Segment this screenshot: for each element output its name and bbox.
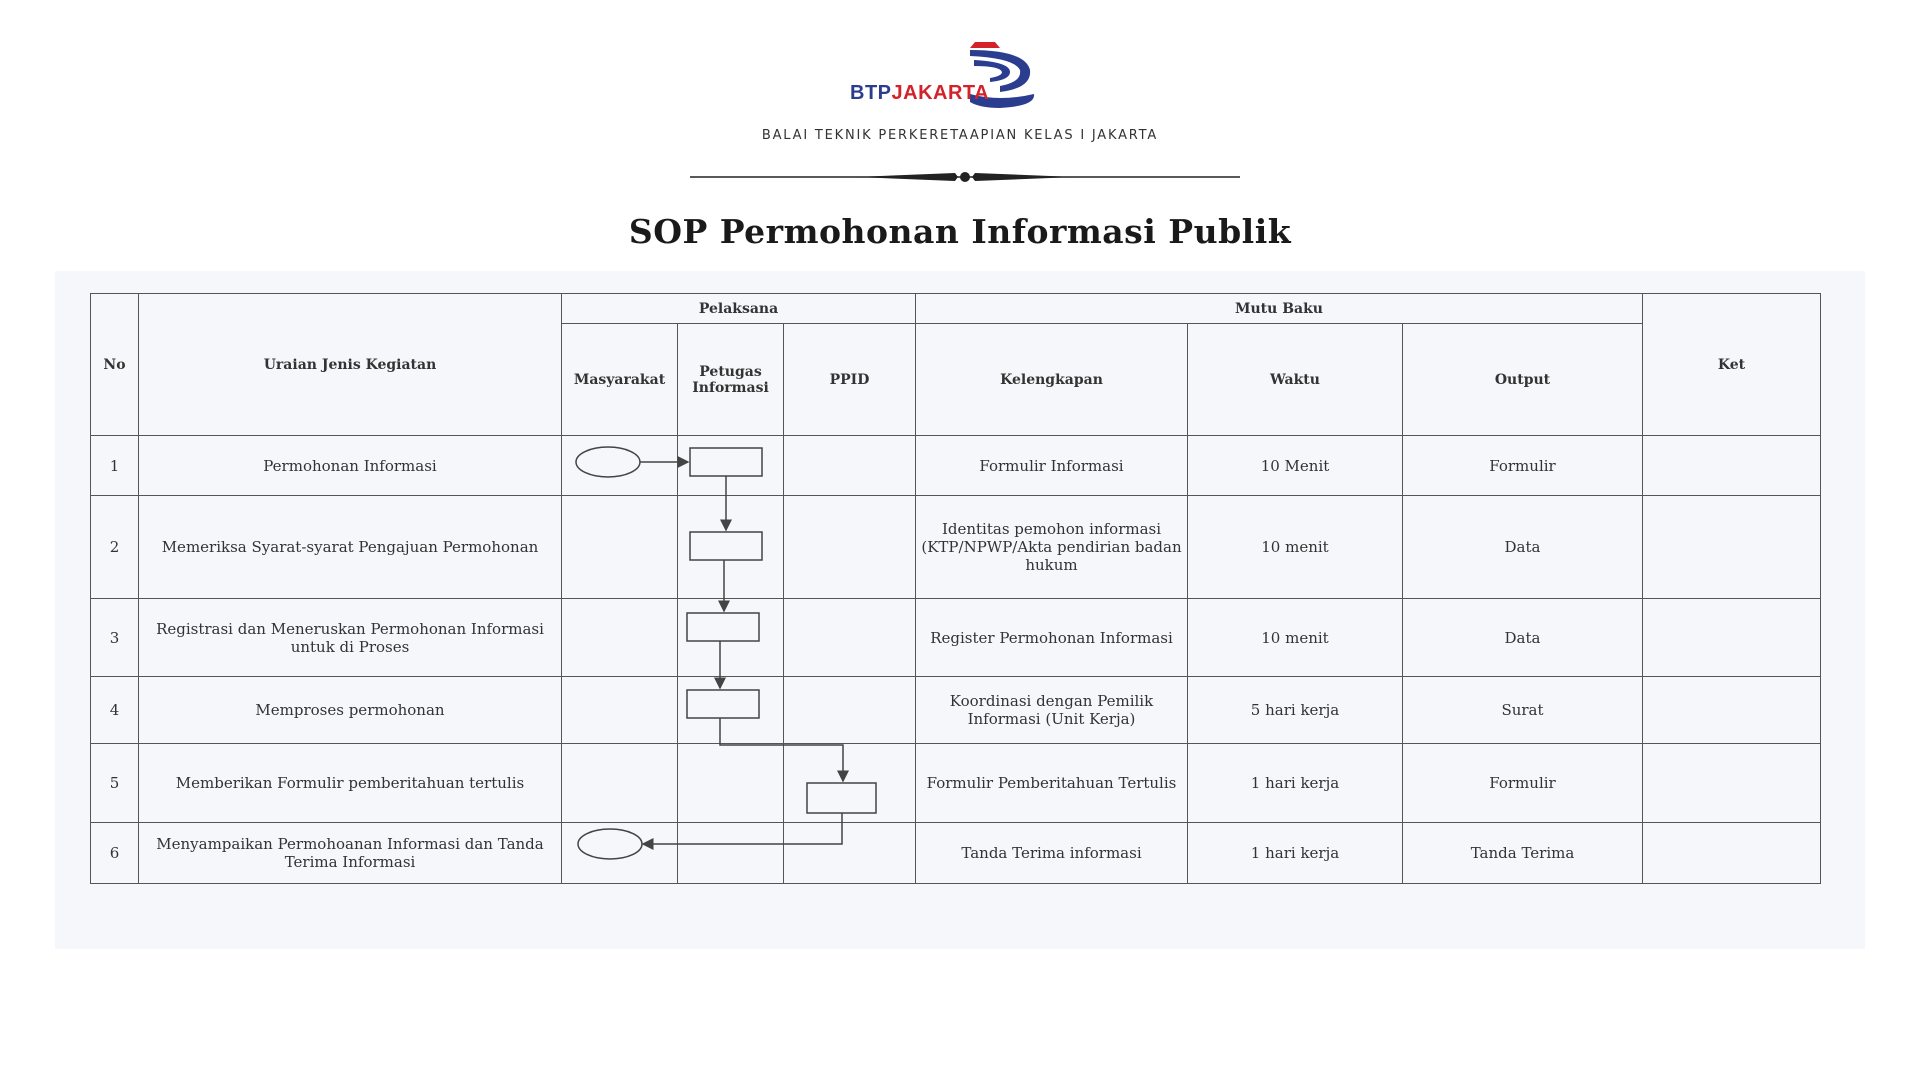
row-ket: [1643, 436, 1821, 496]
cell-ppid: [784, 677, 916, 744]
organization-name: BALAI TEKNIK PERKERETAAPIAN KELAS I JAKARTA: [761, 128, 1159, 143]
row-no: 6: [91, 823, 139, 884]
cell-masyarakat: [562, 677, 678, 744]
row-waktu: 1 hari kerja: [1188, 744, 1403, 823]
row-waktu: 10 Menit: [1188, 436, 1403, 496]
table-row: [91, 436, 1821, 496]
cell-ppid: [784, 823, 916, 884]
row-output: Formulir: [1403, 436, 1643, 496]
table-row: [91, 496, 1821, 599]
row-ket: [1643, 823, 1821, 884]
cell-masyarakat: [562, 496, 678, 599]
header-uraian: Uraian Jenis Kegiatan: [139, 294, 562, 436]
cell-ppid: [784, 496, 916, 599]
table-row: [91, 599, 1821, 677]
row-ket: [1643, 677, 1821, 744]
row-kelengkapan: Formulir Informasi: [916, 436, 1188, 496]
cell-petugas: [678, 599, 784, 677]
row-waktu: 10 menit: [1188, 599, 1403, 677]
row-output: Tanda Terima: [1403, 823, 1643, 884]
header-output: Output: [1403, 324, 1643, 436]
sop-document-scan: [55, 271, 1865, 949]
cell-petugas: [678, 677, 784, 744]
row-kelengkapan: Formulir Pemberitahuan Tertulis: [916, 744, 1188, 823]
row-no: 3: [91, 599, 139, 677]
row-output: Surat: [1403, 677, 1643, 744]
ornamental-divider: [690, 170, 1240, 184]
header-kelengkapan: Kelengkapan: [916, 324, 1188, 436]
cell-petugas: [678, 823, 784, 884]
table-row: [91, 823, 1821, 884]
row-activity: Memproses permohonan: [139, 677, 562, 744]
row-output: Data: [1403, 599, 1643, 677]
table-row: [91, 677, 1821, 744]
row-no: 5: [91, 744, 139, 823]
row-no: 4: [91, 677, 139, 744]
row-ket: [1643, 496, 1821, 599]
header-waktu: Waktu: [1188, 324, 1403, 436]
sop-table: [90, 293, 1821, 884]
header-masyarakat: Masyarakat: [562, 324, 678, 436]
row-output: Formulir: [1403, 744, 1643, 823]
cell-ppid: [784, 599, 916, 677]
header-mutu-baku: Mutu Baku: [916, 294, 1643, 324]
row-waktu: 5 hari kerja: [1188, 677, 1403, 744]
row-ket: [1643, 744, 1821, 823]
row-activity: Memeriksa Syarat-syarat Pengajuan Permohonan: [139, 496, 562, 599]
table-row: [91, 744, 1821, 823]
row-kelengkapan: Register Permohonan Informasi: [916, 599, 1188, 677]
row-waktu: 1 hari kerja: [1188, 823, 1403, 884]
row-activity: Memberikan Formulir pemberitahuan tertulis: [139, 744, 562, 823]
cell-ppid: [784, 744, 916, 823]
header-pelaksana: Pelaksana: [562, 294, 916, 324]
header-petugas-informasi: Petugas Informasi: [678, 324, 784, 436]
cell-masyarakat: [562, 744, 678, 823]
cell-petugas: [678, 744, 784, 823]
btp-jakarta-logo: [850, 36, 1080, 116]
row-output: Data: [1403, 496, 1643, 599]
row-kelengkapan: Tanda Terima informasi: [916, 823, 1188, 884]
row-activity: Permohonan Informasi: [139, 436, 562, 496]
row-activity: Registrasi dan Meneruskan Permohonan Informasi untuk di Proses: [139, 599, 562, 677]
page-title: SOP Permohonan Informasi Publik: [628, 212, 1292, 251]
cell-petugas: [678, 436, 784, 496]
cell-ppid: [784, 436, 916, 496]
cell-petugas: [678, 496, 784, 599]
cell-masyarakat: [562, 823, 678, 884]
row-waktu: 10 menit: [1188, 496, 1403, 599]
header-no: No: [91, 294, 139, 436]
cell-masyarakat: [562, 436, 678, 496]
row-kelengkapan: Identitas pemohon informasi (KTP/NPWP/Akta pendirian badan hukum: [916, 496, 1188, 599]
page-header: [0, 0, 1920, 270]
logo-wordmark: BTPJAKARTA: [850, 82, 990, 104]
row-no: 1: [91, 436, 139, 496]
row-kelengkapan: Koordinasi dengan Pemilik Informasi (Unit Kerja): [916, 677, 1188, 744]
row-activity: Menyampaikan Permohoanan Informasi dan Tanda Terima Informasi: [139, 823, 562, 884]
row-no: 2: [91, 496, 139, 599]
header-ppid: PPID: [784, 324, 916, 436]
cell-masyarakat: [562, 599, 678, 677]
header-ket: Ket: [1643, 294, 1821, 436]
row-ket: [1643, 599, 1821, 677]
